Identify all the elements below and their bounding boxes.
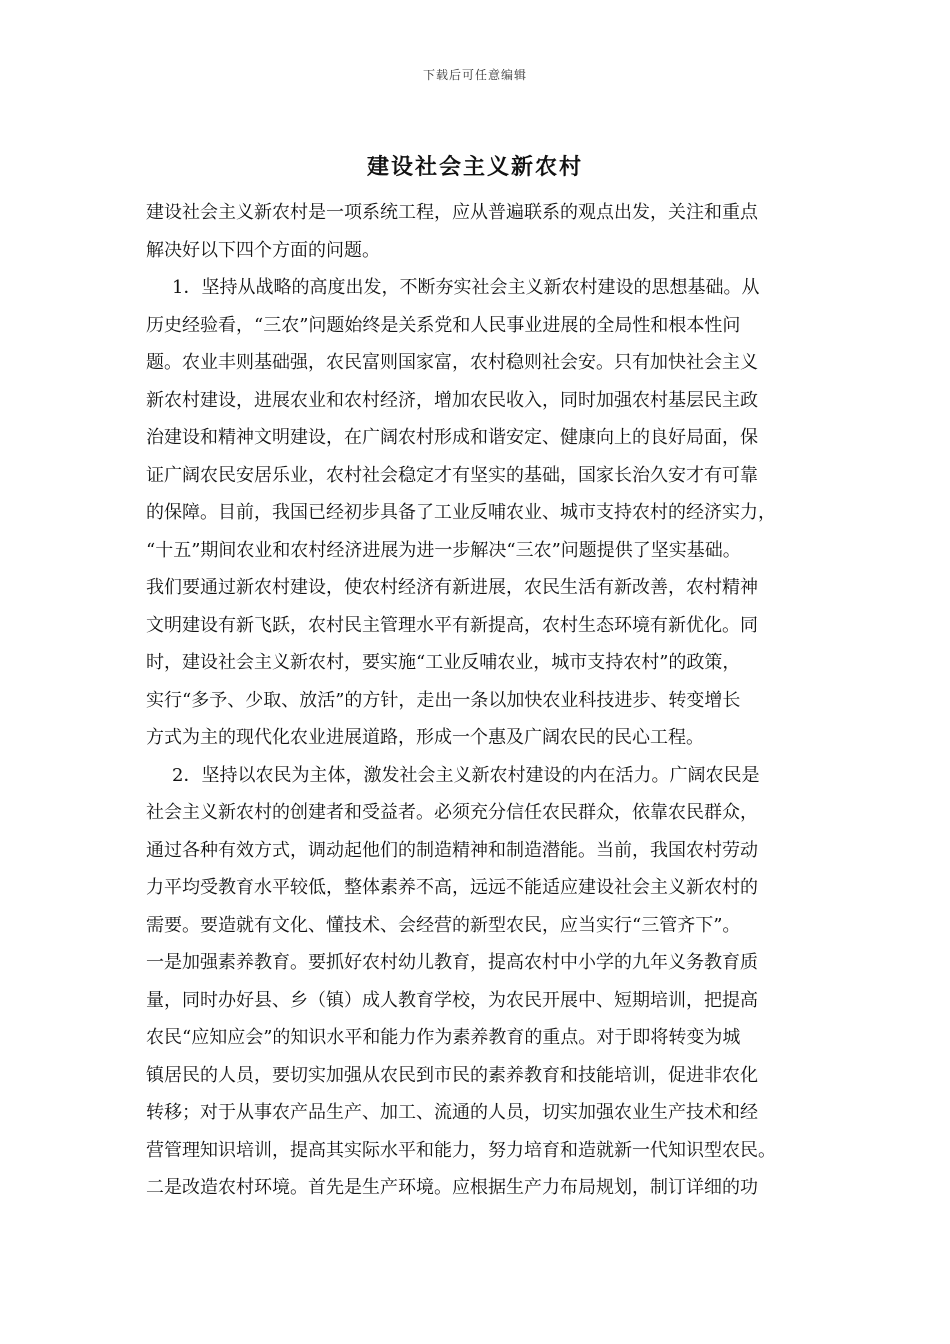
body-line: 力平均受教育水平较低，整体素养不高，远远不能适应建设社会主义新农村的 <box>146 877 758 898</box>
header-note: 下载后可任意编辑 <box>422 68 527 82</box>
body-line: 实行“多予、少取、放活”的方针，走出一条以加快农业科技进步、转变增长 <box>146 689 741 711</box>
document-title: 建设社会主义新农村 <box>366 154 583 180</box>
body-line: 的保障。目前，我国已经初步具备了工业反哺农业、城市支持农村的经济实力， <box>146 502 776 523</box>
body-line: 时，建设社会主义新农村，要实施“工业反哺农业，城市支持农村”的政策， <box>146 652 741 673</box>
body-line: 治建设和精神文明建设，在广阔农村形成和谐安定、健康向上的良好局面，保 <box>146 427 758 448</box>
document-body <box>146 194 808 1207</box>
body-line: 转移；对于从事农产品生产、加工、流通的人员，切实加强农业生产技术和经 <box>146 1102 758 1123</box>
body-line: 农民“应知应会”的知识水平和能力作为素养教育的重点。对于即将转变为城 <box>146 1027 741 1048</box>
body-line: 营管理知识培训，提高其实际水平和能力，努力培育和造就新一代知识型农民。 <box>146 1139 776 1161</box>
body-line: 镇居民的人员，要切实加强从农民到市民的素养教育和技能培训，促进非农化 <box>146 1064 758 1086</box>
body-line: 需要。要造就有文化、懂技术、会经营的新型农民，应当实行“三管齐下”。 <box>146 914 741 936</box>
body-line: 我们要通过新农村建设，使农村经济有新进展，农民生活有新改善，农村精神 <box>146 577 758 598</box>
body-line: 证广阔农民安居乐业，农村社会稳定才有坚实的基础，国家长治久安才有可靠 <box>146 464 758 486</box>
body-line: 历史经验看，“三农”问题始终是关系党和人民事业进展的全局性和根本性问 <box>146 314 741 336</box>
body-line: “十五”期间农业和农村经济进展为进一步解决“三农”问题提供了坚实基础。 <box>146 539 741 561</box>
body-line: 题。农业丰则基础强，农民富则国家富，农村稳则社会安。只有加快社会主义 <box>146 352 758 373</box>
body-line: 通过各种有效方式，调动起他们的制造精神和制造潜能。当前，我国农村劳动 <box>146 839 758 861</box>
body-line: 方式为主的现代化农业进展道路，形成一个惠及广阔农民的民心工程。 <box>146 727 704 748</box>
body-line: 2．坚持以农民为主体，激发社会主义新农村建设的内在活力。广阔农民是 <box>172 764 760 786</box>
body-line: 文明建设有新飞跃，农村民主管理水平有新提高，农村生态环境有新优化。同 <box>146 614 758 636</box>
body-line: 解决好以下四个方面的问题。 <box>146 239 380 261</box>
body-line: 社会主义新农村的创建者和受益者。必须充分信任农民群众，依靠农民群众， <box>146 802 758 823</box>
body-line: 二是改造农村环境。首先是生产环境。应根据生产力布局规划，制订详细的功 <box>146 1177 758 1198</box>
body-line: 建设社会主义新农村是一项系统工程，应从普遍联系的观点出发，关注和重点 <box>146 202 758 223</box>
body-line: 一是加强素养教育。要抓好农村幼儿教育，提高农村中小学的九年义务教育质 <box>146 952 758 973</box>
body-line: 量，同时办好县、乡（镇）成人教育学校，为农民开展中、短期培训，把提高 <box>146 989 758 1011</box>
body-line: 新农村建设，进展农业和农村经济，增加农民收入，同时加强农村基层民主政 <box>146 389 758 411</box>
body-line: 1．坚持从战略的高度出发，不断夯实社会主义新农村建设的思想基础。从 <box>172 277 760 298</box>
